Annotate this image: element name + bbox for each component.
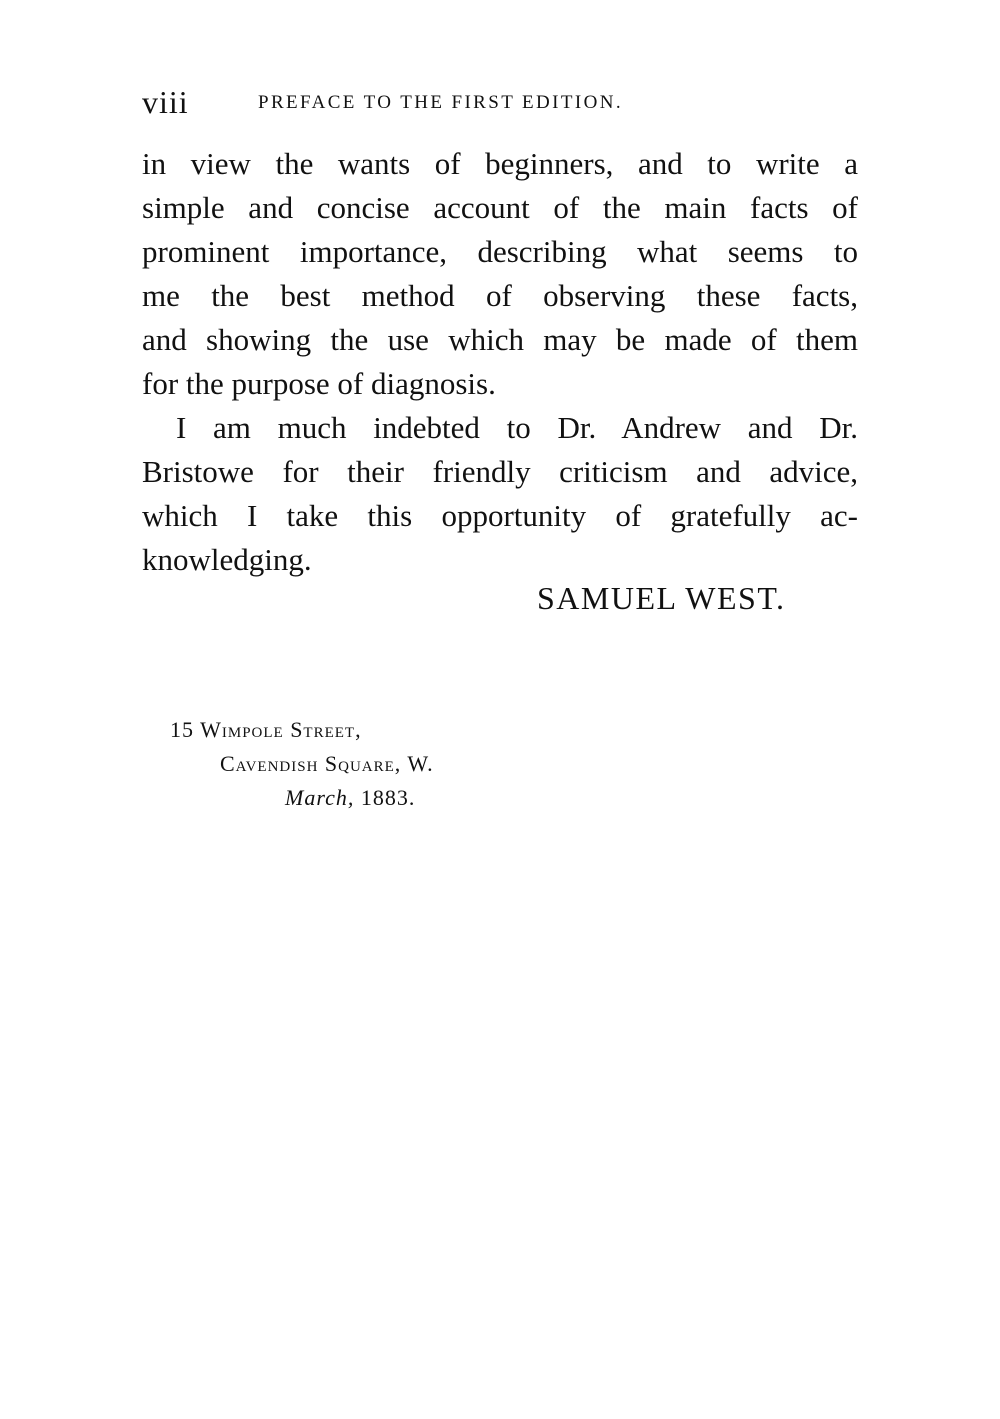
running-title: PREFACE TO THE FIRST EDITION. xyxy=(258,92,624,113)
body-line: for the purpose of diagnosis. xyxy=(142,366,496,401)
date-month: March, xyxy=(285,785,355,810)
body-line: knowledging. xyxy=(142,542,312,577)
body-line: Bristowe for their friendly criticism and advice, xyxy=(142,454,858,489)
body-line: prominent importance, describing what seems to xyxy=(142,234,858,269)
address-block xyxy=(170,713,670,815)
address-square: Cavendish Square, W. xyxy=(220,751,434,776)
body-line: which I take this opportunity of gratefully ac- xyxy=(142,498,858,533)
date-year: 1883. xyxy=(360,785,416,810)
body-line: me the best method of observing these facts, xyxy=(142,278,858,313)
body-line: and showing the use which may be made of them xyxy=(142,322,858,357)
preface-body xyxy=(142,142,858,582)
running-head xyxy=(142,84,862,124)
address-street: 15 Wimpole Street, xyxy=(170,717,362,742)
body-line: in view the wants of beginners, and to write a xyxy=(142,146,858,181)
body-line: I am much indebted to Dr. Andrew and Dr. xyxy=(176,410,858,445)
address-date xyxy=(170,781,670,815)
author-signature: SAMUEL WEST. xyxy=(537,580,786,616)
body-line: simple and concise account of the main facts of xyxy=(142,190,858,225)
page-number: viii xyxy=(142,84,189,120)
